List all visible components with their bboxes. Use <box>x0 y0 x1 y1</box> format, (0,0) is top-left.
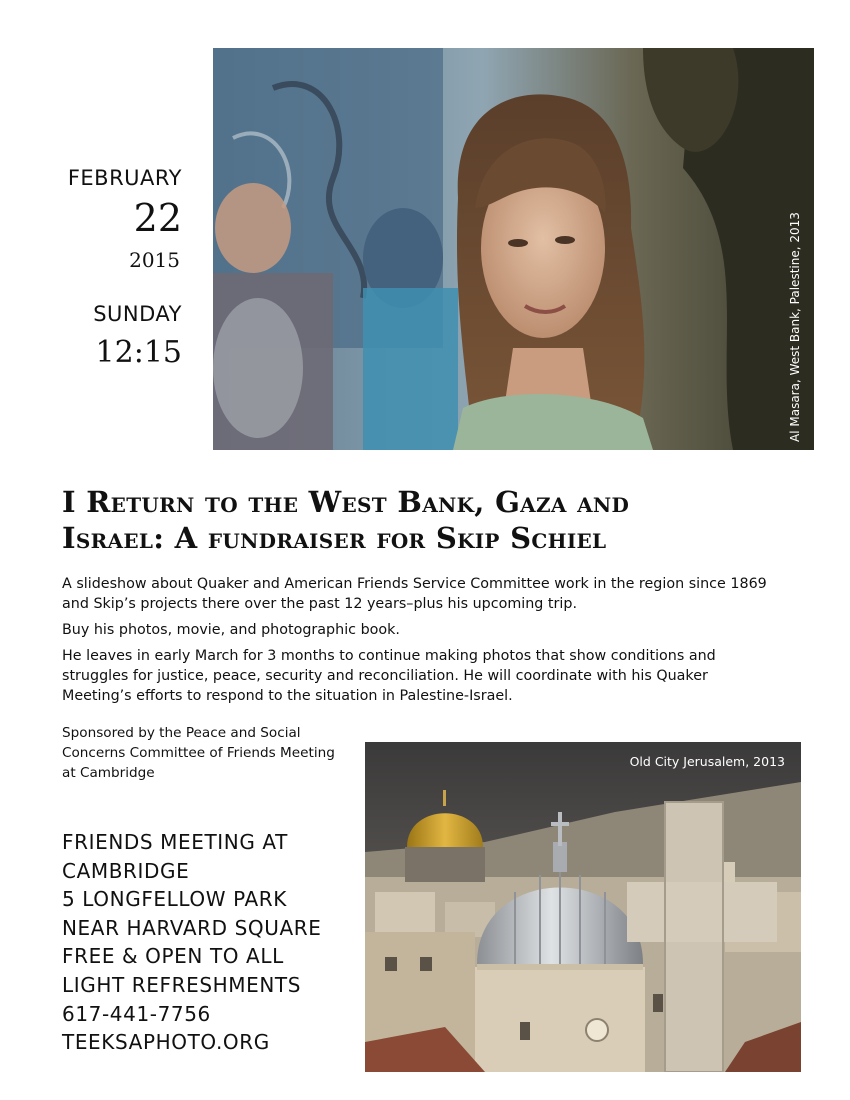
headline-line-2: Israel: A fundraiser for Skip Schiel <box>62 521 607 555</box>
sponsor-line-3: at Cambridge <box>62 765 155 781</box>
event-year: 2015 <box>129 248 180 272</box>
portrait-photo-illustration <box>213 48 814 450</box>
description-paragraph-1 <box>62 574 792 614</box>
event-headline <box>62 484 802 556</box>
event-day: 22 <box>133 196 182 240</box>
bottom-photo-caption: Old City Jerusalem, 2013 <box>629 754 785 769</box>
jerusalem-photo-illustration <box>365 742 801 1072</box>
top-photo <box>213 48 814 450</box>
description-p3-line-2: struggles for justice, peace, security and reconciliation. He will coordinate with his Quaker <box>62 668 708 684</box>
event-month: FEBRUARY <box>67 166 182 190</box>
venue-line: LIGHT REFRESHMENTS <box>62 972 302 997</box>
description-paragraph-3 <box>62 646 792 706</box>
description-p3-line-3: Meeting’s efforts to respond to the situation in Palestine-Israel. <box>62 688 513 704</box>
event-description <box>62 574 792 712</box>
venue-website: TEEKSAPHOTO.ORG <box>62 1030 270 1055</box>
bottom-photo <box>365 742 801 1072</box>
venue-phone: 617-441-7756 <box>62 1001 211 1026</box>
venue-line: 5 LONGFELLOW PARK <box>62 887 287 912</box>
headline-line-1: I Return to the West Bank, Gaza and <box>62 485 630 519</box>
sponsor-line-2: Concerns Committee of Friends Meeting <box>62 745 335 761</box>
venue-line: FRIENDS MEETING AT <box>62 830 288 854</box>
venue-line: FREE & OPEN TO ALL <box>62 944 284 969</box>
event-time: 12:15 <box>95 335 182 370</box>
description-p3-line-1: He leaves in early March for 3 months to continue making photos that show conditions and <box>62 648 716 664</box>
description-paragraph-2: Buy his photos, movie, and photographic book. <box>62 622 400 638</box>
event-weekday: SUNDAY <box>93 302 182 326</box>
description-p1-line-1: A slideshow about Quaker and American Friends Service Committee work in the region since 1869 <box>62 576 767 592</box>
description-p1-line-2: and Skip’s projects there over the past 12 years–plus his upcoming trip. <box>62 596 577 612</box>
sponsor-line-1: Sponsored by the Peace and Social <box>62 725 301 741</box>
venue-info <box>62 828 362 1057</box>
sponsor-note <box>62 723 352 783</box>
venue-line: NEAR HARVARD SQUARE <box>62 915 322 940</box>
top-photo-caption: Al Masara, West Bank, Palestine, 2013 <box>788 212 802 442</box>
venue-line: CAMBRIDGE <box>62 858 190 883</box>
